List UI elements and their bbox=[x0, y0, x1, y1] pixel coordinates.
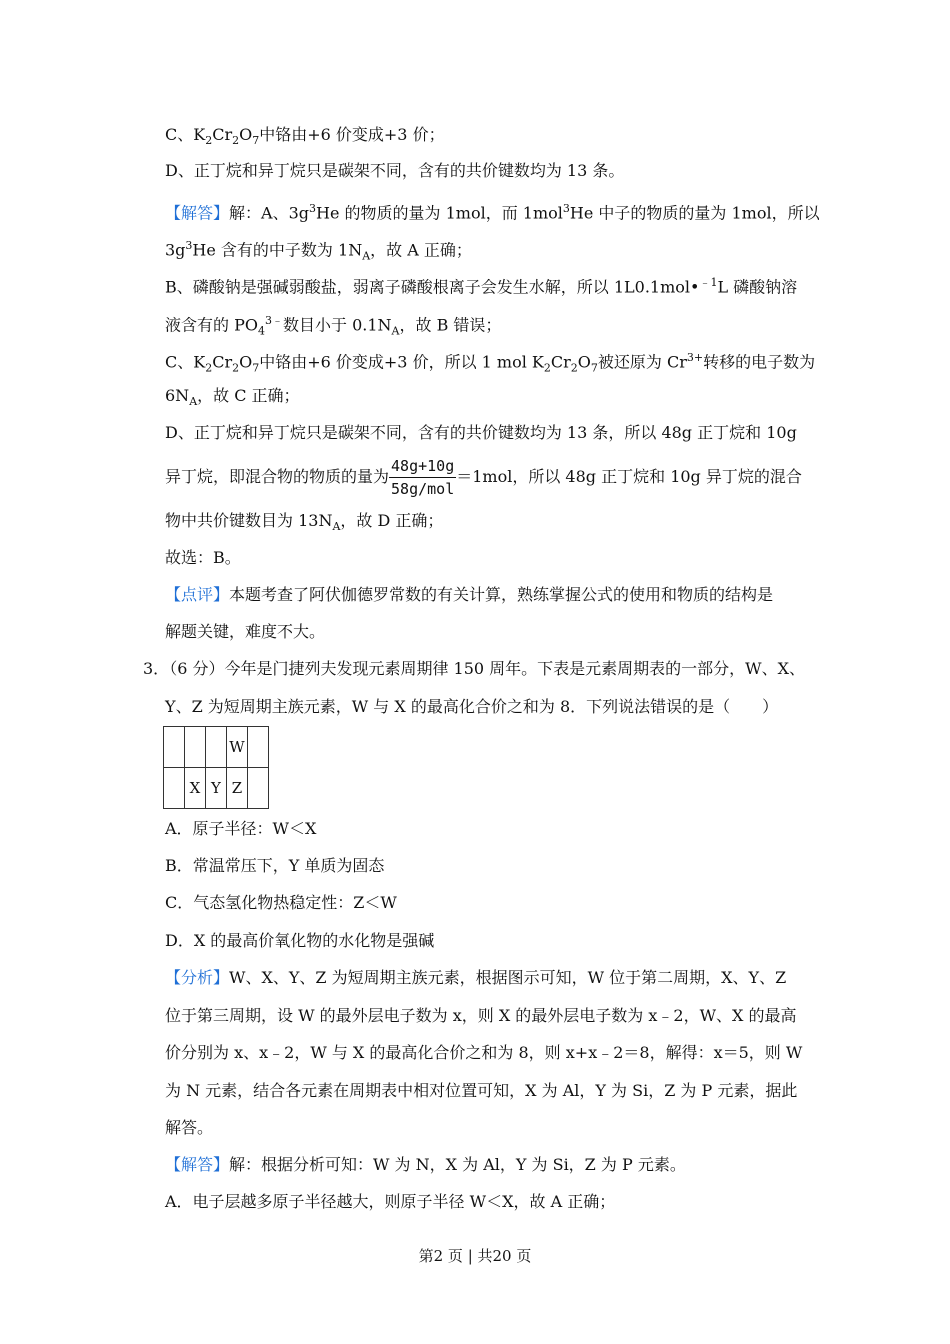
periodic-table-fragment bbox=[163, 726, 269, 809]
q2-option-d: D、正丁烷和异丁烷只是碳架不同，含有的共价键数均为 13 条。 bbox=[165, 161, 625, 180]
q3-stem-line1: 3．（6 分）今年是门捷列夫发现元素周期律 150 周年。下表是元素周期表的一部分，W、X、 bbox=[143, 659, 806, 678]
table-row bbox=[164, 727, 269, 768]
table-cell bbox=[248, 727, 269, 768]
q3-option-a: A．原子半径：W＜X bbox=[165, 819, 317, 838]
answer-tag: 【解答】 bbox=[165, 1155, 230, 1174]
table-cell: W bbox=[227, 727, 248, 768]
table-cell bbox=[164, 727, 185, 768]
q3-option-b: B．常温常压下，Y 单质为固态 bbox=[165, 856, 385, 875]
q2-answer-b-line1: B、磷酸钠是强碱弱酸盐，弱离子磷酸根离子会发生水解，所以 1L0.1mol•$^{﹣1}$L 磷酸钠溶 bbox=[165, 276, 798, 297]
analysis-tag: 【分析】 bbox=[165, 968, 230, 987]
table-row bbox=[164, 768, 269, 809]
q2-answer-a-line2: $3g^3He$ 含有的中子数为 $1N_A$，故 A 正确； bbox=[165, 239, 472, 263]
q2-review-line1: 【点评】本题考查了阿伏伽德罗常数的有关计算，熟练掌握公式的使用和物质的结构是 bbox=[165, 585, 774, 604]
table-cell: X bbox=[185, 768, 206, 809]
table-cell bbox=[248, 768, 269, 809]
table-cell: Z bbox=[227, 768, 248, 809]
review-tag: 【点评】 bbox=[165, 585, 230, 604]
q3-analysis-line1: 【分析】W、X、Y、Z 为短周期主族元素，根据图示可知，W 位于第二周期，X、Y、Z bbox=[165, 968, 787, 987]
q3-analysis-line3: 价分别为 x、x﹣2，W 与 X 的最高化合价之和为 8，则 x+x﹣2＝8，解得：x＝5，则 W bbox=[165, 1043, 803, 1062]
q3-analysis-line5: 解答。 bbox=[165, 1118, 214, 1137]
q3-option-c: C．气态氢化物热稳定性：Z＜W bbox=[165, 893, 397, 912]
table-cell bbox=[185, 727, 206, 768]
table-cell: Y bbox=[206, 768, 227, 809]
q2-answer-d-line3: 物中共价键数目为 $13N_A$，故 D 正确； bbox=[165, 511, 444, 534]
q3-option-d: D．X 的最高价氧化物的水化物是强碱 bbox=[165, 931, 435, 950]
q3-stem-line2: Y、Z 为短周期主族元素，W 与 X 的最高化合价之和为 8．下列说法错误的是（ ） bbox=[165, 697, 779, 716]
table-cell bbox=[164, 768, 185, 809]
q2-answer-a-line1: 【解答】解：A、$3g^3He$ 的物质的量为 1mol，而 1mol$^3$He 中子的物质的量为 1mol，所以 bbox=[165, 202, 820, 223]
q3-analysis-line2: 位于第三周期，设 W 的最外层电子数为 x，则 X 的最外层电子数为 x﹣2，W、X 的最高 bbox=[165, 1006, 797, 1025]
table-cell bbox=[206, 727, 227, 768]
q3-answer-line2: A．电子层越多原子半径越大，则原子半径 W＜X，故 A 正确； bbox=[165, 1192, 616, 1211]
q2-answer-d-line1: D、正丁烷和异丁烷只是碳架不同，含有的共价键数均为 13 条，所以 48g 正丁烷和 10g bbox=[165, 423, 797, 442]
q2-review-line2: 解题关键，难度不大。 bbox=[165, 622, 326, 641]
answer-tag: 【解答】 bbox=[165, 203, 230, 223]
q2-answer-d-line2: 异丁烷，即混合物的物质的量为 $\frac{48g+10g}{\text{58g/mol}}$ ＝1mol，所以 48g 正丁烷和 10g 异丁烷的混合 bbox=[165, 457, 802, 498]
q2-option-c: C、$K_2Cr_2O_7$中铬由+6 价变成+3 价； bbox=[165, 125, 445, 148]
q3-analysis-line4: 为 N 元素，结合各元素在周期表中相对位置可知，X 为 Al，Y 为 Si，Z 为 P 元素，据此 bbox=[165, 1081, 798, 1100]
page-footer: 第2 页 | 共20 页 bbox=[418, 1247, 532, 1265]
q2-answer-c-line1: C、$K_2Cr_2O_7$中铬由+6 价变成+3 价，所以 1 mol $K_2Cr_2O_7$被还原为 $Cr^{3+}$转移的电子数为 bbox=[165, 351, 816, 375]
q2-answer-c-line2: $6N_A$，故 C 正确； bbox=[165, 386, 300, 409]
q3-answer-line1: 【解答】解：根据分析可知：W 为 N，X 为 Al，Y 为 Si，Z 为 P 元素。 bbox=[165, 1155, 686, 1174]
q2-choice: 故选：B。 bbox=[165, 548, 241, 567]
q2-answer-b-line2: 液含有的 $PO_4^{3﹣}$数目小于 $0.1N_A$，故 B 错误； bbox=[165, 314, 502, 338]
fraction: $\frac{48g+10g}{\text{58g/mol}}$ bbox=[391, 457, 455, 498]
